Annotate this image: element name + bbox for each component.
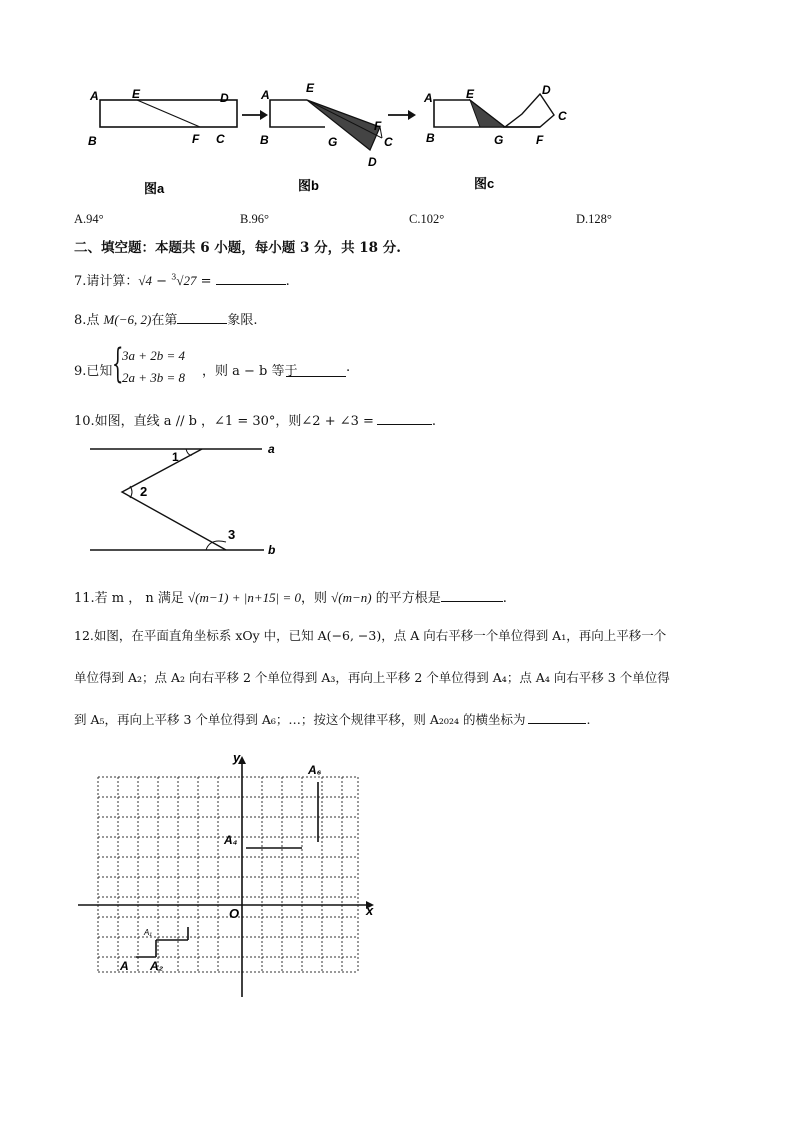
label-c-G: G bbox=[494, 133, 504, 147]
q10-text: 10.如图，直线 a // b ，∠1 = 30°，则∠2 + ∠3 = bbox=[74, 414, 374, 429]
arrow-icon bbox=[388, 110, 416, 120]
q7-cbrt27: √27 bbox=[176, 273, 197, 288]
question-11 bbox=[74, 587, 507, 606]
question-12-line3 bbox=[74, 710, 590, 728]
q9-eq2: 2a + 3b = 8 bbox=[122, 370, 186, 385]
label-c-B: B bbox=[426, 131, 435, 145]
q12-line2: 单位得到 A₂；点 A₂ 向右平移 2 个单位得到 A₃，再向上平移 2 个单位得到 A₄；点 A₄ 向右平移 3 个单位得 bbox=[74, 670, 670, 685]
origin-label: O bbox=[229, 906, 240, 921]
figure-b bbox=[260, 81, 393, 193]
q11-middle: ，则 bbox=[300, 591, 332, 606]
folding-figures bbox=[80, 78, 600, 203]
x-axis-label: x bbox=[366, 903, 374, 918]
label-b-A: A bbox=[261, 88, 270, 102]
point-A6-label: A₆ bbox=[308, 763, 322, 777]
angle-2-label: 2 bbox=[140, 484, 148, 499]
figure-a bbox=[88, 87, 237, 196]
parallel-lines-figure bbox=[84, 440, 294, 562]
y-axis-label: y bbox=[233, 752, 241, 765]
label-c-D: D bbox=[542, 83, 551, 97]
q11-period: . bbox=[502, 591, 507, 606]
section-heading: 二、填空题：本题共 6 小题，每小题 3 分，共 18 分. bbox=[74, 240, 401, 256]
label-a-E: E bbox=[132, 87, 141, 101]
q8-end: 象限. bbox=[227, 313, 258, 328]
coordinate-grid-figure bbox=[74, 752, 384, 1002]
q7-prefix: 7.请计算： bbox=[74, 274, 139, 289]
figure-c bbox=[423, 83, 567, 191]
point-A2-label: A₂ bbox=[150, 959, 164, 973]
q7-sqrt4: √4 bbox=[138, 273, 153, 288]
option-b[interactable]: B.96° bbox=[240, 212, 269, 226]
q12-answer-blank[interactable] bbox=[528, 722, 586, 724]
label-a-D: D bbox=[220, 91, 229, 105]
q9-answer-blank[interactable] bbox=[286, 375, 346, 377]
q7-answer-blank[interactable] bbox=[216, 283, 286, 285]
point-A-label: A bbox=[120, 959, 129, 973]
q11-expr2: √(m−n) bbox=[331, 590, 372, 605]
label-a-A: A bbox=[90, 89, 99, 103]
grid-lines bbox=[98, 777, 358, 972]
q11-prefix: 11.若 m ， n 满足 bbox=[74, 591, 189, 606]
q7-end: . bbox=[285, 274, 290, 289]
q9-prefix: 9.已知 bbox=[74, 364, 113, 379]
caption-c: 图c bbox=[474, 176, 495, 191]
q7-root-index: 3 bbox=[171, 272, 177, 282]
label-c-E: E bbox=[466, 87, 475, 101]
label-b-D: D bbox=[368, 155, 377, 169]
q7-eq: = bbox=[196, 274, 216, 289]
label-b-E: E bbox=[306, 81, 315, 95]
label-b-G: G bbox=[328, 135, 338, 149]
q11-expr: √(m−1) + |n+15| = 0 bbox=[188, 590, 301, 605]
arrow-icon bbox=[242, 110, 268, 120]
option-c[interactable]: C.102° bbox=[409, 212, 445, 226]
q8-point: M(−6, 2) bbox=[103, 312, 152, 327]
caption-a: 图a bbox=[144, 181, 165, 196]
caption-b: 图b bbox=[298, 178, 319, 193]
label-c-C: C bbox=[558, 109, 567, 123]
q9-eq1: 3a + 2b = 4 bbox=[122, 348, 186, 363]
q11-end: 的平方根是 bbox=[371, 591, 441, 606]
option-d[interactable]: D.128° bbox=[576, 212, 612, 226]
angle-1-label: 1 bbox=[172, 450, 179, 464]
brace-icon: { bbox=[112, 341, 124, 387]
label-b-F: F bbox=[374, 119, 382, 133]
q7-minus: − bbox=[152, 274, 172, 289]
line-b-label: b bbox=[268, 543, 276, 557]
question-10 bbox=[74, 410, 436, 429]
q12-line1: 12.如图，在平面直角坐标系 xOy 中，已知 A(−6, −3)，点 A 向右平移一个单位得到 A₁，再向上平移一个 bbox=[74, 628, 667, 643]
point-A4-label: A₄ bbox=[224, 833, 238, 847]
angle-3-label: 3 bbox=[228, 527, 236, 542]
label-c-A: A bbox=[424, 91, 433, 105]
label-a-C: C bbox=[216, 132, 225, 146]
question-7 bbox=[74, 270, 290, 289]
line-a-label: a bbox=[268, 442, 275, 456]
q10-end: . bbox=[431, 414, 437, 429]
path-steps bbox=[136, 782, 318, 957]
label-c-F: F bbox=[536, 133, 544, 147]
q9-middle: ，则 a − b 等于 bbox=[202, 364, 298, 379]
label-b-C: C bbox=[384, 135, 393, 149]
q12-line3: 到 A₅，再向上平移 3 个单位得到 A₆；…；按这个规律平移，则 A₂₀₂₄ 的横坐标为 bbox=[74, 712, 526, 727]
q8-answer-blank[interactable] bbox=[177, 322, 227, 324]
label-a-F: F bbox=[192, 132, 200, 146]
q10-answer-blank[interactable] bbox=[377, 423, 432, 425]
option-a[interactable]: A.94° bbox=[74, 212, 104, 226]
q8-middle: 在第 bbox=[151, 313, 178, 328]
q8-prefix: 8.点 bbox=[74, 313, 104, 328]
q9-end: . bbox=[346, 360, 351, 375]
q11-answer-blank[interactable] bbox=[441, 600, 503, 602]
q12-end: . bbox=[586, 712, 591, 727]
label-b-B: B bbox=[260, 133, 269, 147]
point-A1-label: A₁ bbox=[144, 928, 152, 937]
label-a-B: B bbox=[88, 134, 97, 148]
question-8 bbox=[74, 309, 257, 328]
